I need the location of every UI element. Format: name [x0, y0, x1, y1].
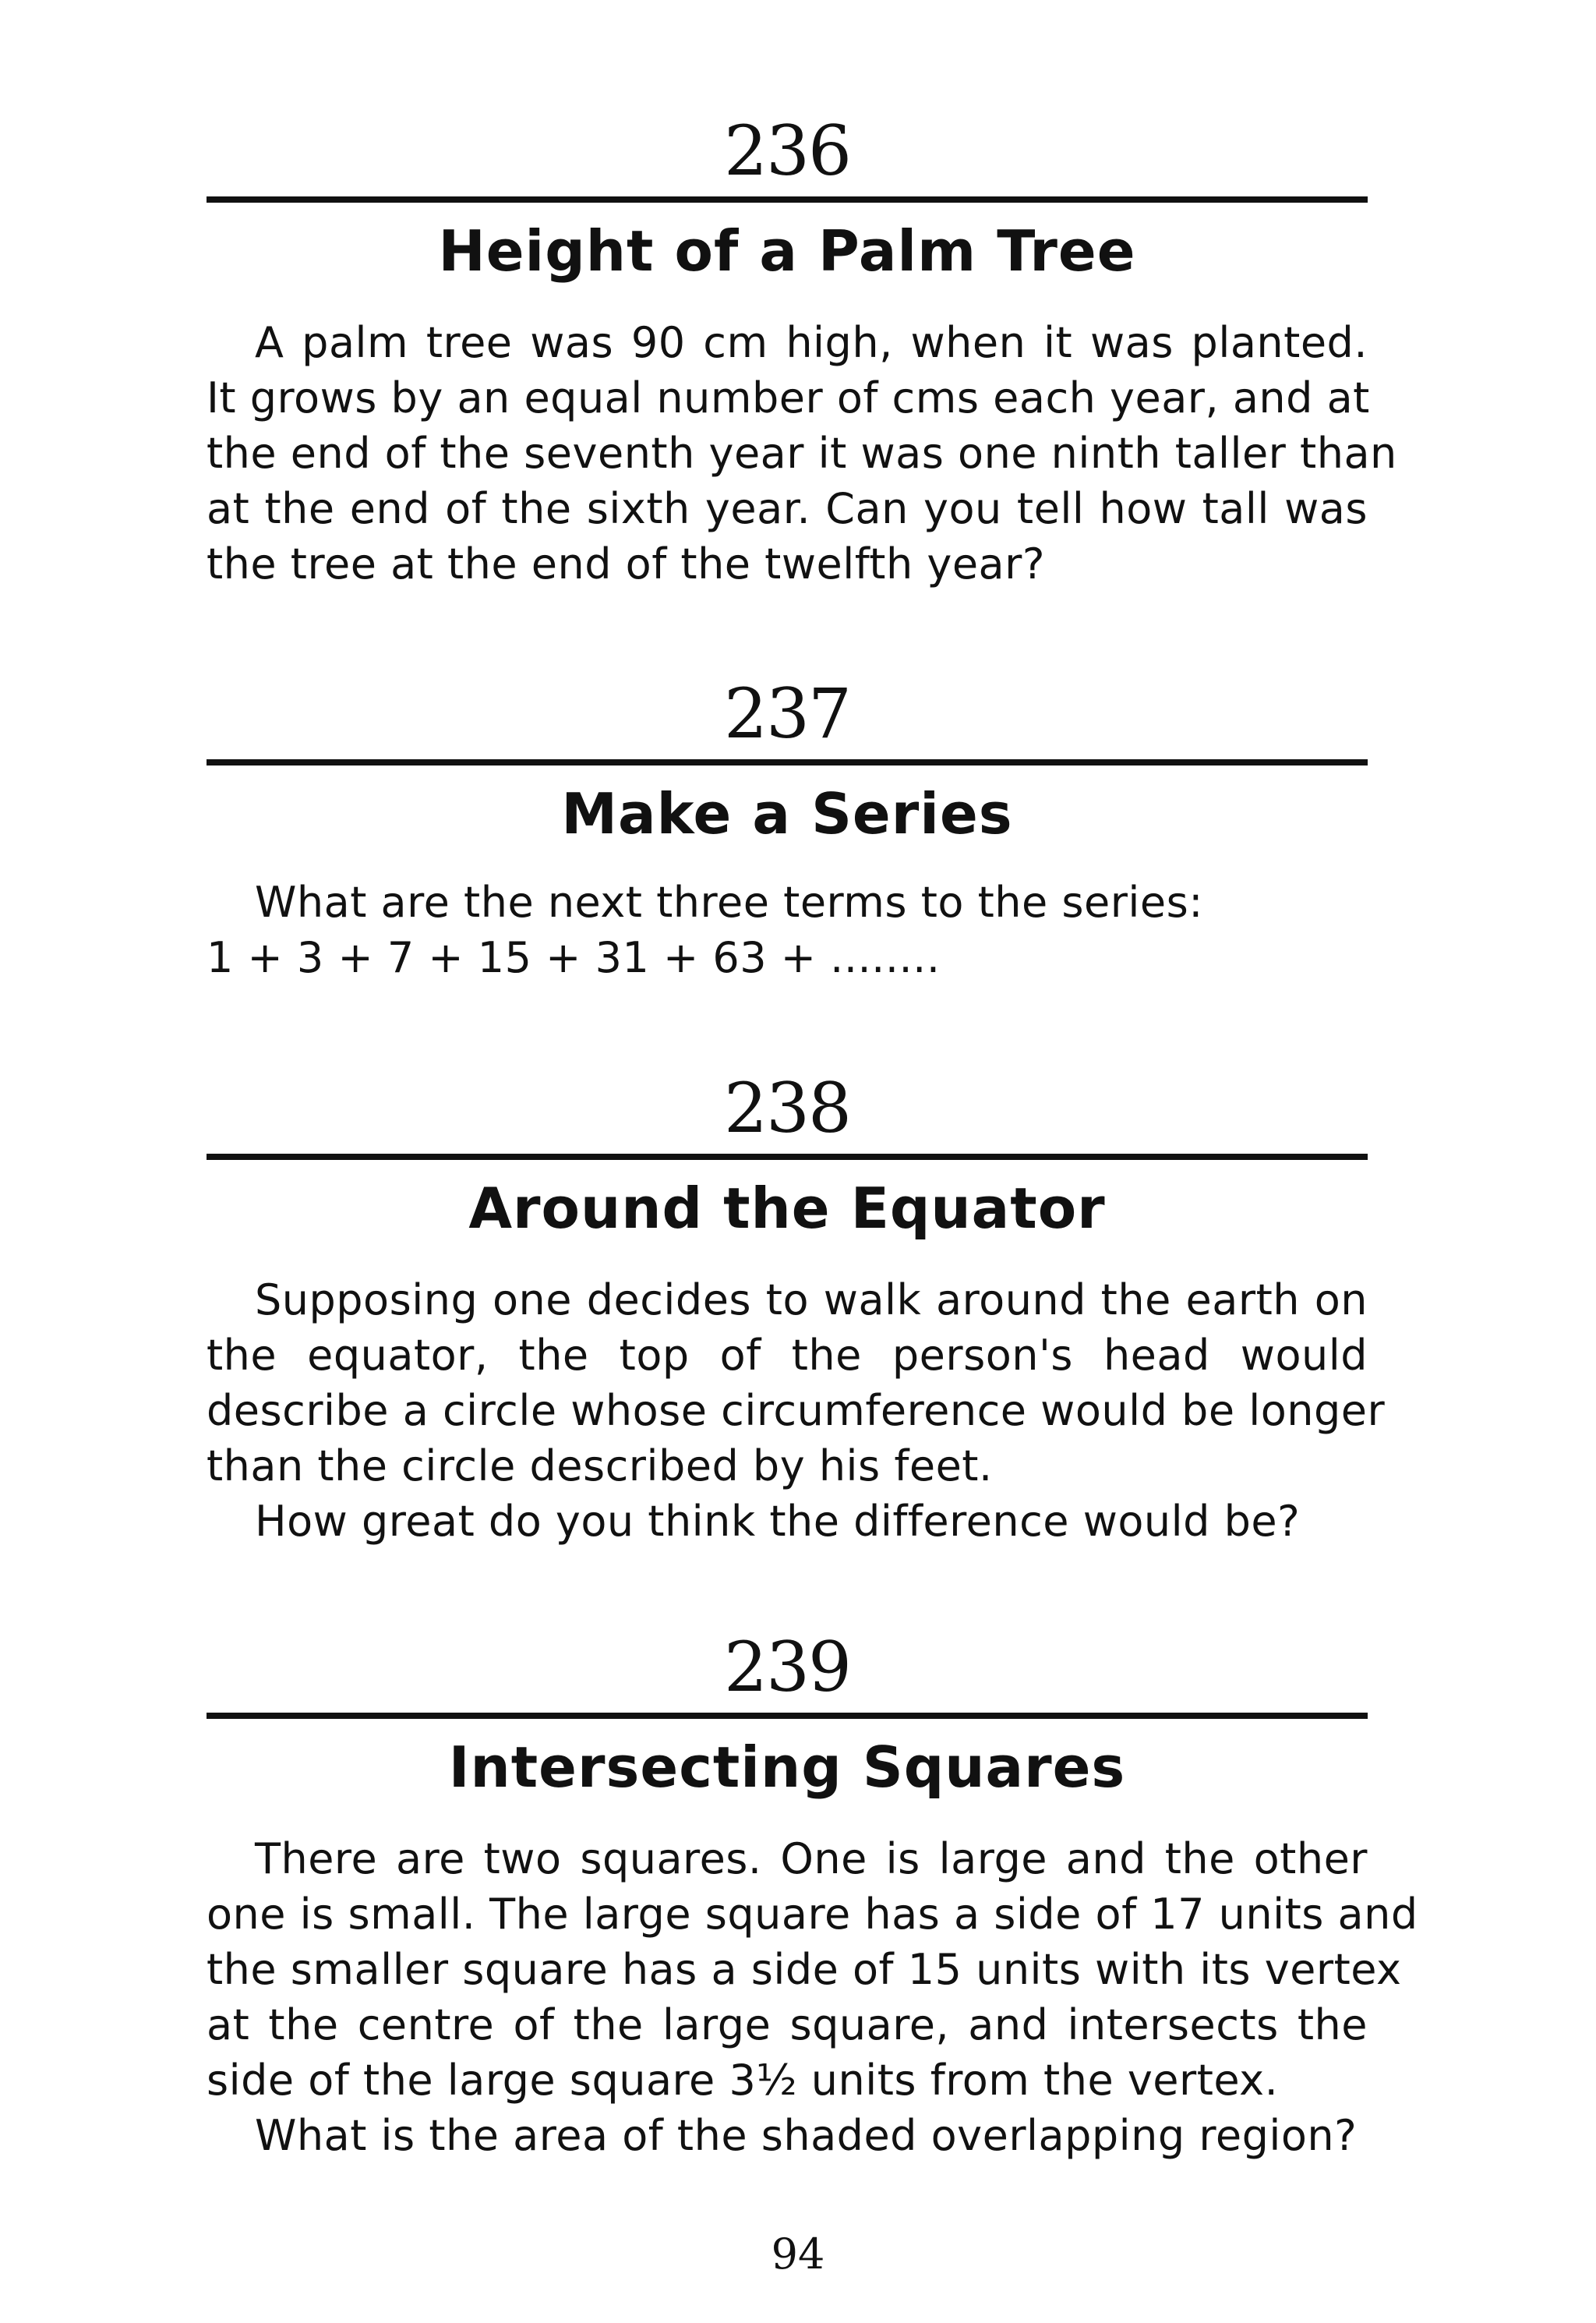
problem-text-line: than the circle described by his feet.: [207, 1441, 993, 1490]
divider-rule: [207, 1154, 1368, 1160]
divider-rule: [207, 759, 1368, 765]
problem-text-line: at the end of the sixth year. Can you tell how tall was: [207, 484, 1368, 533]
problem-text-line: the smaller square has a side of 15 units with its vertex: [207, 1945, 1402, 1994]
problem-237: [207, 674, 1368, 985]
problem-text-line: one is small. The large square has a side of 17 units and: [207, 1890, 1418, 1939]
problem-text-line: 1 + 3 + 7 + 15 + 31 + 63 + ........: [207, 933, 941, 982]
problem-text-line: It grows by an equal number of cms each year, and at: [207, 373, 1370, 423]
problem-title: Intersecting Squares: [448, 1734, 1126, 1800]
problem-text-line: Supposing one decides to walk around the earth on: [255, 1275, 1368, 1324]
divider-rule: [207, 1713, 1368, 1719]
problem-text-line: describe a circle whose circumference would be longer: [207, 1386, 1386, 1435]
problem-text-line: What is the area of the shaded overlapping region?: [255, 2111, 1358, 2160]
problem-title: Height of a Palm Tree: [438, 218, 1136, 284]
problem-text-line: the equator, the top of the person's head would: [207, 1331, 1368, 1380]
problem-text-line: A palm tree was 90 cm high, when it was planted.: [255, 318, 1368, 367]
problem-text-line: the end of the seventh year it was one ninth taller than: [207, 429, 1397, 478]
divider-rule: [207, 196, 1368, 203]
problem-236: [207, 111, 1397, 592]
page-number: 94: [771, 2229, 825, 2279]
problem-number: 239: [724, 1627, 850, 1707]
problem-text-line: at the centre of the large square, and intersects the: [207, 2000, 1368, 2049]
problem-title: Make a Series: [561, 781, 1013, 847]
problem-239: [207, 1627, 1418, 2163]
problem-number: 238: [724, 1068, 850, 1148]
problem-number: 236: [724, 111, 850, 191]
problem-238: [207, 1068, 1386, 1549]
problem-text-line: How great do you think the difference would be?: [255, 1497, 1301, 1546]
problem-text-line: side of the large square 3½ units from the vertex.: [207, 2056, 1279, 2105]
problem-text-line: What are the next three terms to the series:: [255, 878, 1203, 927]
problem-text-line: the tree at the end of the twelfth year?: [207, 539, 1046, 589]
problem-text-line: There are two squares. One is large and the other: [255, 1834, 1368, 1883]
problem-number: 237: [724, 674, 850, 754]
problem-title: Around the Equator: [468, 1176, 1106, 1241]
